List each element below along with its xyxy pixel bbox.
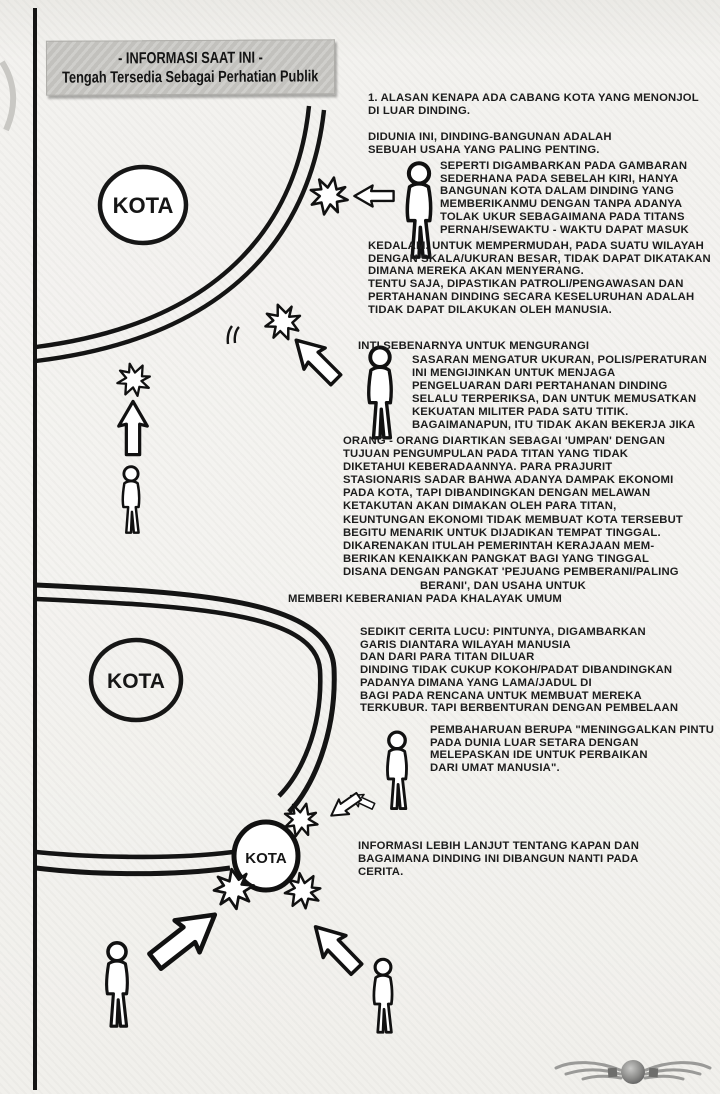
- impact-starburst-icon: [306, 173, 351, 218]
- text-line: KEDALAM. UNTUK MEMPERMUDAH, PADA SUATU WILAYAH: [368, 240, 704, 252]
- text-line: 1. ALASAN KENAPA ADA CABANG KOTA YANG MENONJOL: [368, 92, 699, 104]
- text-line: PEMBAHARUAN BERUPA "MENINGGALKAN PINTU: [430, 724, 715, 736]
- impact-starburst-icon: [260, 299, 306, 345]
- text-line: INI MENGIJINKAN UNTUK MENJAGA: [412, 367, 616, 380]
- text-line: INTI SEBENARNYA UNTUK MENGURANGI: [358, 340, 590, 352]
- text-line: TUJUAN PENGUMPULAN PADA TITAN YANG TIDAK: [343, 448, 629, 461]
- attack-arrow-icon: [304, 916, 368, 980]
- text-line: KETAKUTAN AKAN DIMAKAN OLEH PARA TITAN,: [343, 500, 617, 513]
- text-line: TERKUBUR. TAPI BERBENTURAN DENGAN PEMBELAAN: [360, 702, 679, 715]
- text-line: TIDAK DAPAT DILAKUKAN OLEH MANUSIA.: [368, 303, 612, 316]
- paragraph-core-tail: [420, 580, 586, 593]
- text-line: TOLAK UKUR SEBAGAIMANA PADA TITANS: [440, 210, 685, 223]
- paragraph-more-info: [358, 840, 639, 879]
- text-line: SEBUAH USAHA YANG PALING PENTING.: [368, 143, 600, 156]
- text-line: PERTAHANAN DINDING SECARA KESELURUHAN ADALAH: [368, 290, 695, 303]
- paragraph-core-head: [358, 340, 589, 353]
- text-line: DENGAN SKALA/UKURAN BESAR, TIDAK DAPAT DIKATAKAN: [368, 252, 711, 265]
- human-figure-icon: [374, 959, 392, 1032]
- text-line: MEMBERIKANMU DENGAN TANPA ADANYA: [440, 198, 683, 211]
- text-line: DAN DARI PARA TITAN DILUAR: [360, 651, 535, 664]
- text-line: DIDUNIA INI, DINDING-BANGUNAN ADALAH: [368, 131, 612, 143]
- gate-mark-icon: [228, 326, 239, 344]
- text-line: DINDING TIDAK CUKUP KOKOH/PADAT DIBANDINGKAN: [360, 664, 673, 677]
- city-label: KOTA: [112, 193, 174, 218]
- text-line: PADA DUNIA LUAR SETARA DENGAN: [430, 736, 639, 749]
- paragraph-core-indent: [412, 354, 707, 433]
- header-title: - INFORMASI SAAT INI -: [117, 49, 263, 67]
- attack-arrow-icon: [354, 186, 393, 207]
- text-line: BEGITU MENARIK UNTUK DIJADIKAN TEMPAT TINGGAL.: [343, 526, 661, 539]
- attack-arrow-icon: [143, 899, 228, 977]
- text-line: BERANI', DAN USAHA UNTUK: [420, 580, 586, 592]
- text-line: SEPERTI DIGAMBARKAN PADA GAMBARAN: [440, 160, 688, 172]
- text-line: DARI UMAT MANUSIA".: [430, 762, 560, 775]
- text-line: BERIKAN KENAIKKAN PANGKAT BAGI YANG TINGGAL: [343, 552, 650, 565]
- text-line: MELEPASKAN IDE UNTUK PERBAIKAN: [430, 749, 648, 762]
- edge-sketch: [2, 62, 13, 130]
- text-line: PERNAH/SEWAKTU - WAKTU DAPAT MASUK: [440, 223, 689, 236]
- branch-city-label: KOTA: [245, 850, 287, 867]
- attack-arrow-icon: [286, 330, 347, 391]
- text-line: BAGAIMANA DINDING INI DIBANGUN NANTI PADA: [358, 853, 639, 866]
- paragraph-wall-intro-cont: [368, 240, 711, 316]
- text-line: KEUNTUNGAN EKONOMI TIDAK MEMBUAT KOTA TERSEBUT: [343, 513, 683, 526]
- text-line: PADANYA DIMANA YANG LAMA/JADUL DI: [360, 676, 592, 689]
- paragraph-funny-story-indent: [430, 724, 714, 775]
- text-line: TENTU SAJA, DIPASTIKAN PATROLI/PENGAWASAN DAN: [368, 278, 684, 291]
- text-line: BANGUNAN KOTA DALAM DINDING YANG: [440, 185, 674, 198]
- text-line: MEMBERI KEBERANIAN PADA KHALAYAK UMUM: [288, 593, 562, 605]
- text-line: DIKETAHUI KEBERADAANNYA. PARA PRAJURIT: [343, 461, 613, 474]
- human-figure-icon: [387, 732, 406, 808]
- paragraph-wall-intro-indent: [440, 160, 689, 236]
- text-line: SEDIKIT CERITA LUCU: PINTUNYA, DIGAMBARKAN: [360, 626, 646, 638]
- text-line: INFORMASI LEBIH LANJUT TENTANG KAPAN DAN: [358, 840, 640, 852]
- text-line: PADA KOTA, TAPI DIBANDINGKAN DENGAN MELAWAN: [343, 487, 651, 500]
- text-line: DISANA DENGAN PANGKAT 'PEJUANG PEMBERANI/PALING: [343, 565, 679, 578]
- header-subtitle: Tengah Tersedia Sebagai Perhatian Publik: [62, 67, 319, 87]
- human-figure-icon: [107, 943, 128, 1026]
- text-line: STASIONARIS SADAR BAHWA ADANYA DAMPAK EKONOMI: [343, 474, 674, 487]
- text-line: SELALU TERPERIKSA, DAN UNTUK MEMUSATKAN: [412, 393, 697, 406]
- city-label: KOTA: [107, 670, 165, 693]
- text-line: SASARAN MENGATUR UKURAN, POLIS/PERATURAN: [412, 354, 707, 366]
- text-line: KEKUATAN MILITER PADA SATU TITIK.: [412, 406, 629, 419]
- human-figure-icon: [123, 467, 139, 533]
- human-figure-icon: [369, 347, 392, 437]
- text-line: DIKARENAKAN ITULAH PEMERINTAH KERAJAAN MEM-: [343, 539, 655, 552]
- text-line: PENGELUARAN DARI PERTAHANAN DINDING: [412, 380, 668, 393]
- section-heading: [368, 92, 699, 117]
- paragraph-core-tail2: [288, 593, 562, 606]
- text-line: SEDERHANA PADA SEBELAH KIRI, HANYA: [440, 172, 679, 185]
- paragraph-wall-intro: [368, 131, 612, 156]
- text-line: DI LUAR DINDING.: [368, 104, 471, 117]
- diagram-bottom-wall: [36, 585, 334, 890]
- text-line: BAGI PADA RENCANA UNTUK MEMBUAT MEREKA: [360, 689, 642, 702]
- text-line: GARIS DIANTARA WILAYAH MANUSIA: [360, 638, 571, 651]
- text-line: DIMANA MEREKA AKAN MENYERANG.: [368, 265, 584, 278]
- text-line: ORANG - ORANG DIARTIKAN SEBAGAI 'UMPAN' DENGAN: [343, 435, 666, 447]
- impact-starburst-icon: [111, 357, 156, 402]
- text-line: CERITA.: [358, 866, 404, 879]
- paragraph-core-cont: [343, 435, 683, 579]
- paragraph-funny-story: [360, 626, 678, 715]
- attack-arrow-icon: [119, 401, 148, 454]
- winged-emblem-logo: [556, 1060, 710, 1084]
- text-line: BAGAIMANAPUN, ITU TIDAK AKAN BEKERJA JIKA: [412, 419, 696, 432]
